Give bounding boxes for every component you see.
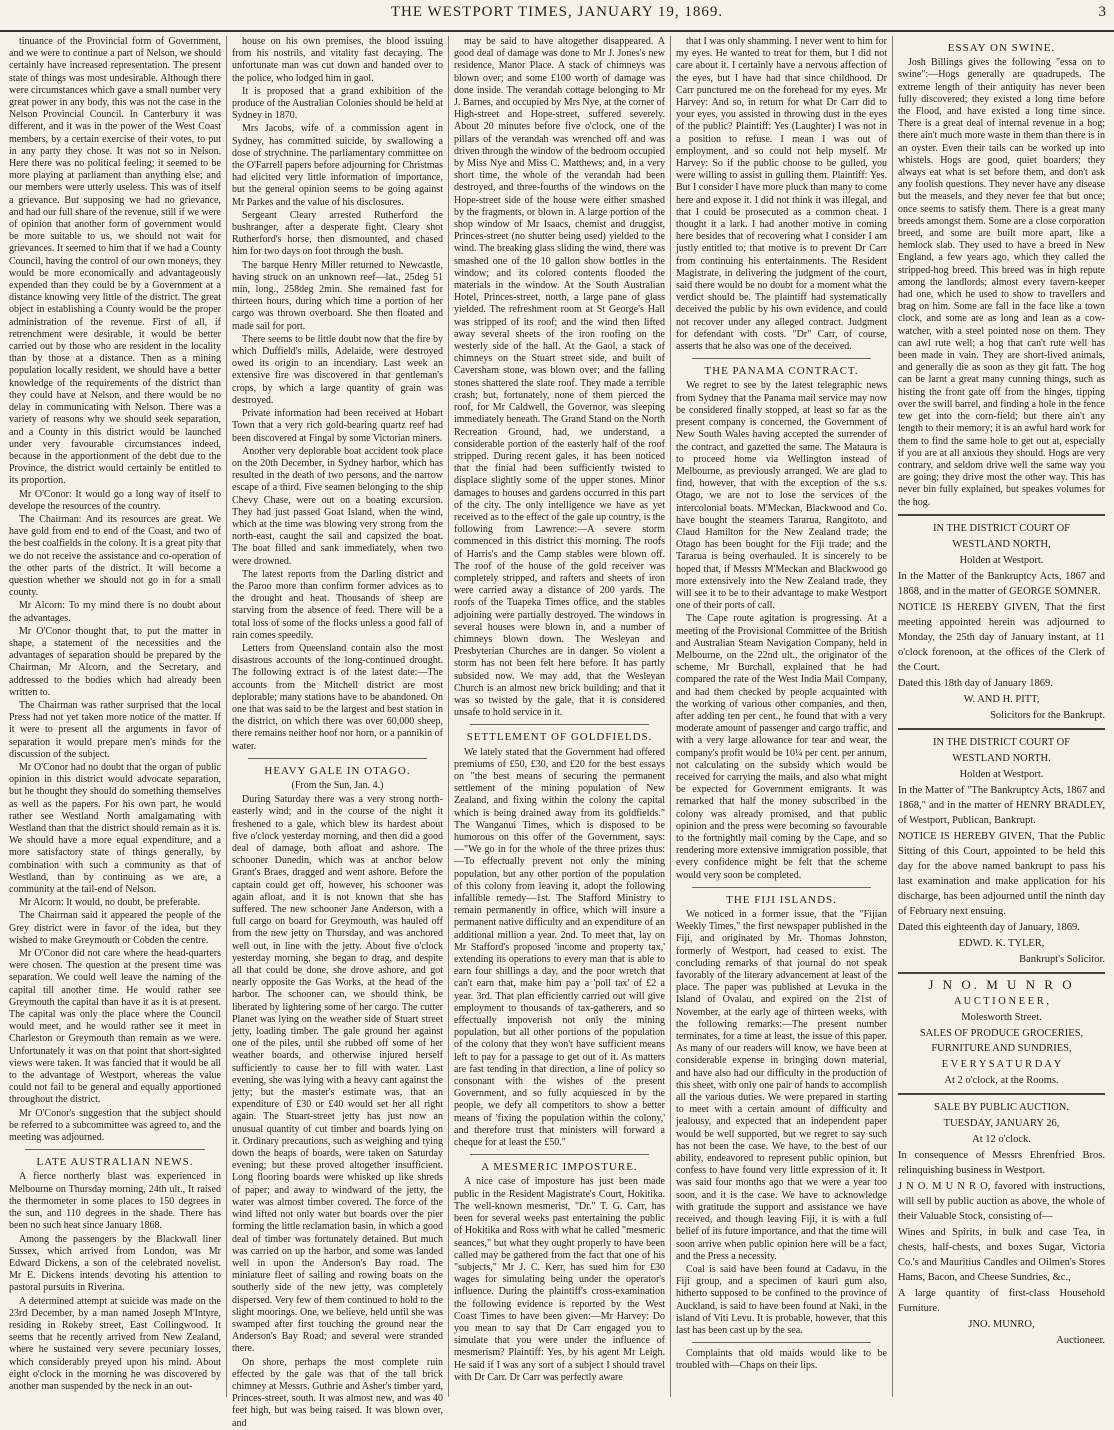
article-headline: THE PANAMA CONTRACT. (704, 365, 859, 378)
ad-munro-role: Auctioneer. (1056, 1334, 1105, 1346)
article-paragraph: Private information had been received at Hobart Town that a very rich gold-bearing quartz reef had been discovered at Fingal by some Victorian miners. (232, 408, 443, 444)
article-paragraph: Sergeant Cleary arrested Rutherford the bushranger, after a desperate fight. Cleary shot Rutherford's horse, then dismounted, and chased him for two days on foot through the bush. (232, 209, 443, 258)
article-headline: ESSAY ON SWINE. (947, 42, 1056, 54)
article-paragraph: Coal is said have been found at Cadavu, in the Fiji group, and a specimen of kauri gum also, hitherto supposed to be confined to the province of Auckland, is said to have been found at Naki, in the island of Viti Levu. It is probable, however, that this last has been cast up by the sea. (676, 1263, 887, 1336)
divider (692, 1342, 871, 1343)
article-paragraph: During Saturday there was a very strong north-easterly wind; and in the course of the night it freshened to a gale, which blew its hardest about five o'clock yesterday morning, and then did a good deal of damage, both afloat and ashore. The schooner Dunedin, which was at anchor below Grant's Braes, dragged and went ashore. Before the captain could get off, however, his schooner was again afloat, and it is not known that she has suffered. The new schooner Jane Anderson, with a full cargo on board for Greymouth, was hauled off from the new jetty on Thursday, and was anchored well out, in line with the jetty. About five o'clock yesterday morning, she began to drag, and despite all that could be done, she drove ashore, and got nearly opposite the Gas Works, at the head of the harbor. The schooner can, we should think, be liberated by lightering some of her cargo. The cutter Planet was lying on the weather side of Stuart street jetty, loading timber. The gale ground her against one of the piles, until she rubbed off some of her weather boards, and otherwise injured herself sufficiently to cause her to fill with water. Last evening, she was lying with a heavy cant against the jetty; but the master's estimate was, that an expenditure of £30 or £40 would set her all right again. The Stuart-street jetty has just now an unusual quantity of cut timber and boards lying on it. Ordinary precautions, such as weighing and tying down the heaps of boards, were taken on Saturday evening; but these proved altogether insufficient. Long flooring boards were whisked up like shreds of paper; and away to windward of the jetty, the water was almost timber covered. The force of the wind lifted not only water but boards over the pier forming the little reclamation basin, in which a good deal of timber was fortunately detained. But much was carried on up the harbor, and some was landed well in upon the Anderson's Bay road. The miniature fleet of sailing and rowing boats on the southerly side of the new jetty, was completely dispersed. Very few of them continued to hold to the slight moorings. One, we believe, held until she was swamped after first touching the ground near the Anderson's Bay Road; and several were stranded there. (232, 794, 443, 1355)
article-paragraph: The Chairman: And its resources are great. We have gold from end to end of the Coast, and two of the best coalfields in the colony. It is a great pity that we do not receive the assistance and co-operation of the other parts of the district. It will become a question whether we should not go in for a small county. (9, 513, 221, 599)
divider (25, 1149, 205, 1150)
ad-court-notice: NOTICE IS HEREBY GIVEN, That the Public Sitting of this Court, appointed to be held this day for the above named bankrupt to pass his last examination and make application for his discharge, has been adjourned until the ninth day of February next ensuing. (898, 830, 1105, 917)
ad-court-dated: Dated this eighteenth day of January, 1869. (898, 921, 1080, 933)
article-paragraph: Mr O'Conor had no doubt that the organ of public opinion in this district would advocate separation, but he thought they should do something themselves as well as the papers. For his own part, he would rather see Westland North amalgamating with Westland than that the district should remain as it is. We should have a more equal expenditure, and a more satisfactory state of things generally, by combination with such a community as that of Westland, than by continuing as we are, a community at the tail-end of Nelson. (9, 761, 221, 896)
article-paragraph: Mr Alcorn: To my mind there is no doubt about the advantages. (9, 600, 221, 624)
article-paragraph: Josh Billings gives the following "essa on to swine":—Hogs generally are quadrupeds. The extreme length of their antiquity has never been fully discovered; they existed a long time before the Flood, and have existed a long time since. There is a great deal of internal revenue in a hog; there ain't much more waste in them than there is in an oyster. Even their tails can be worked up into whistels. Hogs are good, quiet boarders; they always eat what is set before them, and don't ask any foolish questions. They never have any disease but the measels, and they never fee that but once; once seems to satisfy them. There is a great many breeds amongst them. Some are a close corporation breed, and some are built more apart, like a hemlock slab. They used to have a breed in New England, a few years ago, which they called the stripped-hog breed. This breed was in high repute among the landlords; almost every tavern-keeper had one, which he used to show to travellers and brag on him. Some are fall in the face like a town clock, and some are as long and lean as a cow-watcher, with a steel pointed nose on them. They can awl rute well; a hog that can't rute well has been made in vain. They are short-lived animals, and generally die as soon as they git fatt. The hog can be larnt a great many cunning things, such as histing the front gate off from the hinges, tipping over the swill barrel, and finding a hole in the fence tew get into the corn-field; but there ain't any length to their memory; it is an awful hard work for them to find the same hole to get out at, especially if you are at all anxious they should. Hogs are very contrary, and seldom drive well the same way you are going; they drive most the other way. This has never bin fully explained, but speakes volumes for the hog. (898, 57, 1105, 508)
article-paragraph: tinuance of the Provincial form of Government, and we were to continue a part of Nelson, we should certainly have increased representation. The present state of things was most undesirable. Although there were circumstances which gave a small number very great power in any body, this was not the case in the Nelson Provincial Council. In Canterbury it was different, and it was in the power of the West Coast members, by a certain exercise of their votes, to put in any party they chose. It was not so in Nelson. Here there was no political feeling; it seemed to be more playing at parliament than anything else; and our members were utterly useless. This was of itself a grievance. But supposing we had no grievance, and had our full share of the revenue, still if we were of opinion that another form of government would be more suitable to us, we should not wait for grievances. It seemed to him that if we had a County Council, having the control of our own moneys, they would be more economically and advantageously expended than they could be by a Government at a distance knowing very little of the district. The great object in establishing a County would be the proper administration of the revenue. First of all, if retrenchment were desirable, it would be better carried out by those who are resident in the locality than by those at a distance. Then as a mining population locally resident, we should have a better knowledge of the requirements of the district than they could have at Nelson, and there would be no delay in communicating with Nelson. There was a variety of reasons why we should seek separation, and a County in this district would be launched under very favourable circumstances indeed, because in the apportionment of the debt due to the Province, the district would certainly be entitled to its proportion. (9, 36, 221, 487)
article-paragraph: Among the passengers by the Blackwall liner Sussex, which arrived from London, was Mr Edward Dickens, a son of the celebrated novelist. Mr E. Dickens intends devoting his attention to pastoral pursuits in Riverina. (9, 1233, 221, 1294)
article-paragraph: Mr O'Conor thought that, to put the matter in shape, a statement of the necessities and the advantages of separation should be prepared by the Chairman, Mr Alcorn, and the Secretary, and addressed to the bodies which had already been written to. (9, 625, 221, 698)
divider (898, 1093, 1105, 1095)
article-paragraph: Complaints that old maids would like to be troubled with—Chaps on their lips. (676, 1348, 887, 1372)
page-number: 3 (1098, 4, 1106, 20)
ad-court-matter: In the Matter of "The Bankruptcy Acts, 1867 and 1868," and in the matter of HENRY BRADLEY, of Westport, Publican, Bankrupt. (898, 784, 1105, 826)
article-paragraph: Mrs Jacobs, wife of a commission agent in Sydney, has committed suicide, by swallowing a dose of strychnine. The parliamentary committee on the O'Farrell papers before adjourning for Christmas had elicited very little information of importance, but the general opinion seems to be going against Mr Parkes and the value of his disclosures. (232, 123, 443, 208)
article-paragraph: Letters from Queensland contain also the most disastrous accounts of the long-continued drought. The following extract is of the latest date:—The accounts from the Mitchell district are most deplorable; many stations have to be abandoned. On one that was said to be the largest and best station in the district, on which there was over 60,000 sheep, there remains neither hoof nor horn, or a pannikin of water. (232, 642, 443, 752)
article-headline: SETTLEMENT OF GOLDFIELDS. (466, 731, 653, 744)
article-paragraph: We noticed in a former issue, that the "Fijian Weekly Times," the first newspaper published in the Fiji, and originated by Mr. Thomas Johnston, formerly of Westport, had ceased to exist. The concluding remarks of that journal do not speak favorably of the literary advancement at least of the place. The paper was published at Levuka in the Island of Ovalau, and expired on the 21st of November, at the early age of thirteen weeks, with the following remarks:—The present number terminates, for a time at least, the issue of this paper. As many of our readers will know, we have been at considerable expense in bringing down material, and have also had our difficulty in the production of this sheet, with only one pair of hands to accomplish all the various duties. We were prepared in starting to meet with a certain amount of difficulty and jealousy, and expected that an independent paper would be well supported, but we regret to say such has not been the case. We have, to the best of our ability, endeavored to represent public opinion, but confess to have found very little expression of it. It was said four months ago that we were a year too soon, and it is the case. We have to acknowledge with gratitude the support and assistance we have received, and though leaving Fiji, it is with a full belief of its future importance, and that the time will soon arrive when public opinion here will be a fact, and the Press a necessity. (676, 909, 887, 1262)
divider (898, 972, 1105, 974)
ad-court-matter: In the Matter of the Bankruptcy Acts, 1867 and 1868, and in the matter of GEORGE SOMNER. (898, 570, 1105, 597)
column-1 (4, 36, 226, 1397)
ad-munro-goods: Wines and Spirits, in bulk and case Tea, in chests, half-chests, and boxes Sugar, Victoria Co.'s and Mauritius Candles and Oilmen's Stores Hams, Bacon, and Cheese Sundries, &c., (898, 1226, 1105, 1283)
article-headline: THE FIJI ISLANDS. (726, 893, 837, 906)
article-paragraph: that I was only shamming. I never went to him for my eyes. He wanted to treat for them, but I did not care about it. I certainly have a nervous affection of the eyes, but I have had that since childhood. Dr Carr punctured me on the forehead for my eyes. Mr Harvey: And so, in return for what Dr Carr did to your eyes, you assisted in throwing dust in the eyes of the public? Plaintiff: Yes (Laughter) I was not in a position to refuse. I mean I was out of employment, and so could not help myself. Mr Harvey: So if the public choose to be gulled, you were willing to assist in gulling them. Plaintiff: Yes. But I consider I have more pluck than many to come here and expose it. I did not think it was illegal, and that I could be prosecuted as a common cheat. I thought it a lark. I had another motive in coming here besides that of recovering what I consider I am justly entitled to; that motive is to prevent Dr Carr from continuing his entertainments. The Resident Magistrate, in delivering the judgment of the court, said there would be no doubt for a moment what the verdict should be. The plaintiff had systematically deceived the public by his own evidence, and could not recover under any alleged contract. Judgment for defendant with costs. "Dr" Carr, of course, asserts that he also was one of the deceived. (676, 36, 887, 353)
article-paragraph: Mr O'Conor did not care where the head-quarters were chosen. The question at the present time was separation. We could well leave the naming of the capital till another time. He would rather see Greymouth the capital than have it as it is at present. The capital was only the place where the Council would meet, and he would rather see it meet in Charleston or Greymouth than remain as we were. Unfortunately it was on that point that short-sighted views were taken. It was fancied that it would be all to the advantage of Westport, whereas the value could not fail to be general and equally apportioned throughout the district. (9, 948, 221, 1106)
article-paragraph: The latest reports from the Darling district and the Paroo more than confirm former advices as to the drought and heat. Thousands of sheep are starving from the absence of feed. There will be a total loss of some of the flocks unless a good fall of rain comes speedily. (232, 568, 443, 641)
article-paragraph: A nice case of imposture has just been made public in the Resident Magistrate's Court, Hokitika. The well-known mesmerist, "Dr." T. G. Carr, has been for several weeks past entertaining the public of Hokitika and Ross with what he called "mesmeric seances," but what they ought properly to have been called may be gathered from the fact that one of his "subjects," Mr J. C. Kerr, has sued him for £30 wages for simulating being under the operator's influence. During the plaintiff's cross-examination the following evidence is reported by the West Coast Times to have been given:—Mr Harvey: Do you mean to say that Dr Carr engaged you to simulate that you were under the influence of mesmerism? Plaintiff: Yes, by his agent Mr Leigh. He said if I was any sort of a subject I should travel with Dr Carr. Dr Carr was perfectly aware (454, 1176, 665, 1383)
ad-munro-time: At 2 o'clock, at the Rooms. (944, 1074, 1059, 1086)
ad-court-held: Holden at Westport. (959, 768, 1044, 780)
article-paragraph: The Chairman said it appeared the people of the Grey district were in favor of the idea, but they wished to make Greymouth or Cobden the centre. (9, 910, 221, 946)
ad-court-held: Holden at Westport. (959, 554, 1044, 566)
divider (692, 358, 871, 359)
article-paragraph: Mr O'Conor's suggestion that the subject should be referred to a subcommittee was agreed to, and the meeting was adjourned. (9, 1107, 221, 1144)
article-paragraph: There seems to be little doubt now that the fire by which Duffield's mills, Adelaide, were destroyed owed its origin to an incendiary. Last week an extensive fire was discovered in that gentleman's crops, by which a large quantity of grain was destroyed. (232, 333, 443, 406)
ad-munro-address: Molesworth Street. (961, 1011, 1042, 1023)
article-paragraph: may be said to have altogether disappeared. A good deal of damage was done to Mr J. Jones's new residence, Manor Place. A stack of chimneys was blown over; and some £100 worth of damage was done inside. The verandah cottage belonging to Mr J. Barnes, and occupied by Mrs Nye, at the corner of High-street and Hope-street, suffered severely. About 20 minutes before five o'clock, one of the pillars of the verandah was wrenched off and was driven through the window of the bedroom occupied by Miss Nye and Miss C. Matthews; and, in a very short time, the whole of the verandah had been destroyed, and three-fourths of the windows on the Hope-street side of the house were either smashed by the fragments, or blown in. A large portion of the shop window of Mr Isaacs, chemist and druggist, Princes-street (no shutter being used) yielded to the wind. The breaking glass sliding the wind, there was smashed one of the 10 gallon show bottles in the window; and its colored contents flooded the materials in the window. At the South Australian Hotel, Princes-street, north, a large pane of glass yielded. The refreshment room at St George's Hall was stripped of its roof; and the wind then lifted away several sheets of the iron roofing on the westerly side of the hall. At the Gaol, a stack of chimneys on the Stuart street side, and built of Caversham stone, was blown over; and the falling stones shattered the slate roof. They made a terrible crash; but, fortunately, none of them pierced the roof, for Mr Caldwell, the Governor, was sleeping immediately beneath. The Grand Stand on the North Recreation Ground, had, we understand, a considerable portion of the easterly half of the roof stripped. During recent gales, it has been noticed that the finial had been sufficiently twisted to displace slightly some of the upper stones. Minor damages to houses and gardens occurred in this part of the city. The only intelligence we have as yet received as to the effect of the gale up country, is the following from Lawrence:—A severe storm commenced in this district this morning. The roofs of Harris's and the Camp stables were blown off. The roof of the house of the gold receiver was completely stripped, and rafters and sheets of iron were carried away a distance of 200 yards. The roofs of the Tuapeka Times office, and the stables adjoining were partially destroyed. The windows in several houses were blown in, and a number of chimneys blown down. The Wesleyan and Presbyterian Churches are in danger. So violent a storm has not been felt here before. It has partly subsided now. We may add, that the Wesleyan Church is an almost new brick building; and that it was so twisted by the gale, that it is considered unsafe to hold service in it. (454, 36, 665, 719)
ad-munro-every: E V E R Y S A T U R D A Y (941, 1058, 1062, 1070)
ad-auction-body: In consequence of Messrs Ehrenfried Bros. relinquishing business in Westport. (898, 1149, 1105, 1176)
column-3 (448, 36, 670, 1397)
column-4 (670, 36, 892, 1397)
article-headline: LATE AUSTRALIAN NEWS. (36, 1156, 194, 1169)
ad-court-notice: NOTICE IS HEREBY GIVEN, That the first meeting appointed herein was adjourned to Monday, the 25th day of January instant, at 11 o'clock forenoon, at the offices of the Clerk of the Court. (898, 601, 1105, 673)
divider (898, 514, 1105, 516)
divider (470, 724, 649, 725)
column-5 (892, 36, 1110, 1397)
ad-munro-name: J N O. M U N R O (928, 976, 1075, 992)
article-paragraph: The Cape route agitation is progressing. At a meeting of the Provisional Committee of the British and Australian Steam Navigation Company, held in Melbourne, on the 22nd ult., the originator of the scheme, Mr Burchall, explained that he had compared the rate of the West India Mail Company, and had them checked by people acquainted with the working of various other companies, and then, after adding ten per cent., he found that with a very moderate amount of passenger and cargo traffic, and with a very large allowance for tear and wear, the company's profit would be 10¼ per cent. per annum, not calculating on the subsidy which would be received for carrying the mails, and also what might be expected for Government emigrants. It was remarked that half the money subscribed in the colony was already promised, and that public opinion and the press were becoming so favourable to the fortnightly mail coming by the Cape, and so rendering more extensive immigration possible, that every confidence might be felt that the scheme would very soon be completed. (676, 613, 887, 881)
masthead-title: THE WESTPORT TIMES, JANUARY 19, 1869. (390, 4, 724, 20)
divider (898, 728, 1105, 730)
article-paragraph: Mr Alcorn: It would, no doubt, be preferable. (19, 897, 201, 909)
article-paragraph: house on his own premises, the blood issuing from his nostrils, and vitality fast decaying. The unfortunate man was cut down and handed over to the police, who lodged him in gaol. (232, 36, 443, 84)
article-paragraph: A fierce northerly blast was experienced in Melbourne on Thursday morning, 24th ult., It raised the thermometer in some places to 150 degrees in the sun, and 110 degrees in the shade. There has been no such heat since January 1868. (9, 1171, 221, 1232)
article-source: (From the Sun, Jan. 4.) (291, 779, 384, 791)
ad-munro-sales: SALES OF PRODUCE GROCERIES, FURNITURE AND SUNDRIES, (919, 1027, 1084, 1054)
ad-munro-role: A U C T I O N E E R , (954, 995, 1049, 1007)
ad-auction-time: At 12 o'clock. (972, 1133, 1031, 1145)
article-paragraph: Another very deplorable boat accident took place on the 20th December, in Sydney harbor, which has resulted in the death of two persons, and the narrow escape of a third. Five seamen belonging to the ship Chevy Chase, were out on a boating excursion. They had just passed Goat Island, when the wind, which at the time was blowing very strong from the north-east, caught the sail and capsized the boat. The boat filled and sank immediately, when two were drowned. (232, 445, 443, 567)
article-headline: HEAVY GALE IN OTAGO. (264, 764, 411, 777)
article-paragraph: It is proposed that a grand exhibition of the produce of the Australian Colonies should be held at Sydney in 1870. (232, 85, 443, 122)
ad-munro-intro: J N O. M U N R O, favored with instructions, will sell by public auction as above, the whole of their Valuable Stock, consisting of— (898, 1180, 1105, 1222)
article-paragraph: A determined attempt at suicide was made on the 23rd December, by a man named Joseph M'Intyre, residing in Rokeby street, East Collingwood. It seems that he recently arrived from New Zealand, where he sustained very severe pecuniary losses, which considerably preyed upon his mind. About eight o'clock in the morning he was discovered by another man suspended by the neck in an out- (9, 1295, 221, 1392)
article-headline: A MESMERIC IMPOSTURE. (481, 1161, 638, 1174)
article-paragraph: We lately stated that the Government had offered premiums of £50, £30, and £20 for the best essays on "the best means of securing the permanent settlement of the mining population of New Zealand, and fixing within the colony the capital which is being drained away from its goldfields." The Wanganui Times, which is disposed to be humorous on this offer of the Government, says:—"We go in for the whole of the three prizes thus:—To effectually prevent not only the mining population, but any other portion of the population of this colony from leaving it, adopt the following infallible remedy—1st. The Stafford Ministry to remain permanently in office, which will insure a permanent native difficulty and an expenditure of an additional million a year. 2nd. To meet that, lay on Mr Stafford's proposed 'income and property tax,' extending its operations to every man that is able to earn four shillings a day, and the poor wretch that can't earn that, make him pay a 'poll tax' of £2 a year. 3rd. That plan efficiently carried out will give employment to thousands of tax-gatherers, and so effectually impoverish not only the mining population, but all other portions of the population of the colony that they won't have sufficient means left to pay for a passage to get out of it. As matters are fast tending in that direction, a line of policy so consonant with the wishes of the present Government, and so fully acquiesced in by the people, we defy all competitors to show a better means of 'fixing the population within the colony,' and therefore trust that ministers will forward a cheque for at least the £50." (454, 746, 665, 1149)
divider (248, 758, 427, 759)
divider (470, 1154, 649, 1155)
ad-court-signature: EDWD. K. TYLER, (958, 937, 1045, 949)
ad-court-title: IN THE DISTRICT COURT OF (932, 522, 1071, 534)
ad-court-signature: W. AND H. PITT, (963, 693, 1040, 705)
masthead (0, 0, 1114, 32)
article-paragraph: Mr O'Conor: It would go a long way of itself to develope the resources of the country. (9, 488, 221, 512)
article-paragraph: The barque Henry Miller returned to Newcastle, having struck on an unknown reef—lat., 25deg 51 min, long., 258deg 2min. She remained fast for thirteen hours, during which time a portion of her cargo was thrown overboard. She then floated and made sail for port. (232, 259, 443, 332)
column-2 (226, 36, 448, 1429)
ad-court-dated: Dated this 18th day of January 1869. (898, 677, 1053, 689)
ad-munro-furniture: A large quantity of first-class Household Furniture. (898, 1287, 1105, 1314)
ad-court-title: WESTLAND NORTH, (952, 538, 1051, 550)
article-paragraph: The Chairman was rather surprised that the local Press had not yet taken more notice of the matter. If it were to present all the arguments in favor of separation it would prepare men's minds for the discussion of the subject. (9, 699, 221, 760)
divider (692, 887, 871, 888)
ad-auction-heading: SALE BY PUBLIC AUCTION. (934, 1101, 1069, 1113)
ad-auction-date: TUESDAY, JANUARY 26, (943, 1117, 1060, 1129)
ad-court-title: WESTLAND NORTH. (952, 752, 1051, 764)
ad-munro-signature: JNO. MUNRO, (968, 1318, 1035, 1330)
article-paragraph: On shore, perhaps the most complete ruin effected by the gale was that of the tall brick chimney at Messrs. Guthrie and Asher's timber yard, Princes-street, south. It was almost new, and was 40 feet high, but was being raised. It was blown over, and (232, 1356, 443, 1429)
ad-court-role: Bankrupt's Solicitor. (1019, 953, 1105, 965)
ad-court-role: Solicitors for the Bankrupt. (990, 709, 1105, 721)
columns (4, 36, 1110, 1429)
ad-court-title: IN THE DISTRICT COURT OF (932, 736, 1071, 748)
article-paragraph: We regret to see by the latest telegraphic news from Sydney that the Panama mail service may now be considered finally stopped, at least so far as the present company is concerned, the Government of New South Wales having accepted the surrender of the contract, and gazetted the same. The Mataura is to proceed home via Wellington instead of Melbourne, as previously arranged. We are glad to find, however, that with the exception of the s.s. Otago, we are not to lose the services of the intercolonial boats. M'Meckan, Blackwood and Co. have bought the steamers Tararua, Rangitoto, and Claud Hamilton for the New Zealand trade; the Otago has been bought for the Fiji trade; and the Tararua is being overhauled. It is sincerely to be hoped that, if Messrs M'Meckan and Blackwood go more extensively into the New Zealand trade, they will see it to be to their advantage to make Westport one of their ports of call. (676, 380, 887, 612)
